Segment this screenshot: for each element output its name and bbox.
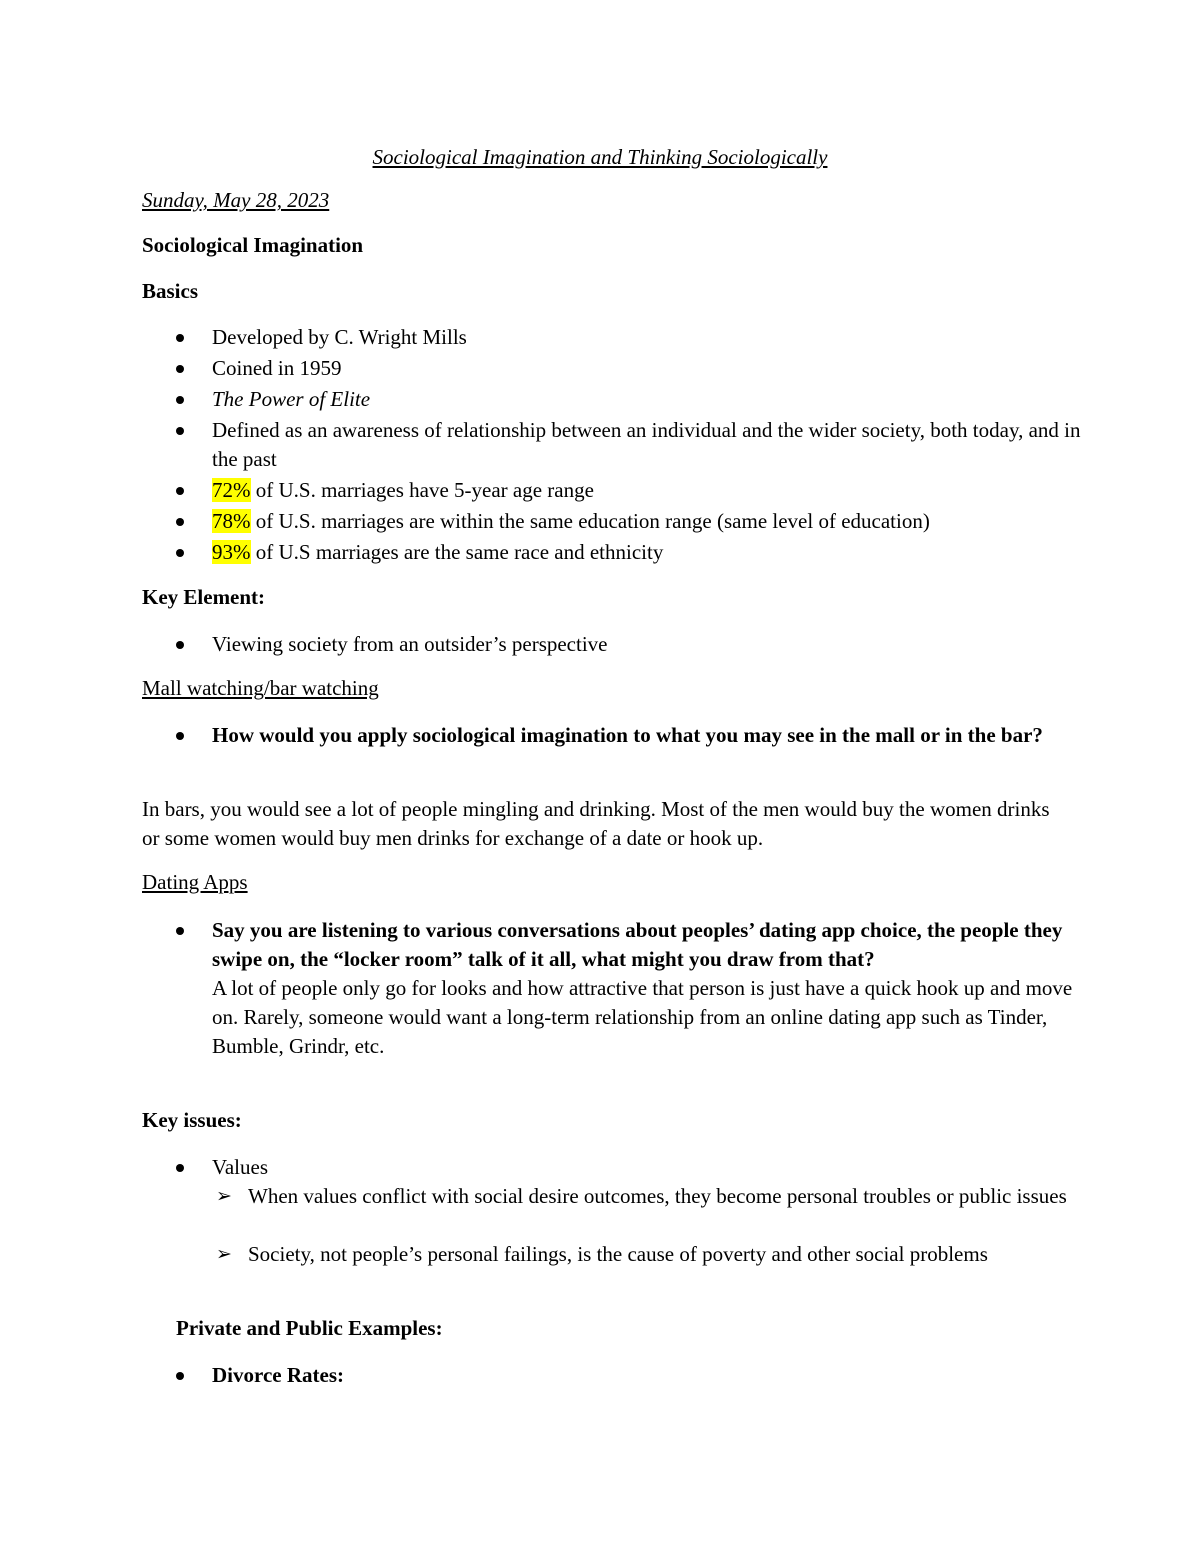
highlighted-percentage: 93% <box>212 540 251 564</box>
list-item <box>212 354 1082 383</box>
list-item-text: Divorce Rates: <box>212 1363 344 1387</box>
list-item <box>212 385 1082 414</box>
list-item <box>212 416 1082 474</box>
stat-text: of U.S. marriages are within the same education range (same level of education) <box>250 509 930 533</box>
bullet-icon <box>176 365 184 373</box>
list-item-text: Viewing society from an outsider’s perspective <box>212 632 608 656</box>
heading-basics: Basics <box>142 279 199 303</box>
bullet-icon <box>176 641 184 649</box>
heading-mall-watching: Mall watching/bar watching <box>142 676 379 700</box>
highlighted-percentage: 78% <box>212 509 251 533</box>
arrow-bullet-icon: ➢ <box>216 1244 232 1265</box>
question-text: How would you apply sociological imagination to what you may see in the mall or in the bar? <box>212 723 1043 747</box>
bullet-icon <box>176 487 184 495</box>
heading-sociological-imagination: Sociological Imagination <box>142 233 364 257</box>
list-item <box>212 476 1082 505</box>
sub-list-item <box>216 1240 1078 1269</box>
list-item-text <box>212 507 1082 536</box>
bullet-icon <box>176 549 184 557</box>
list-item-text: Defined as an awareness of relationship between an individual and the wider society, both today, and in the past <box>212 418 1081 471</box>
list-item-text: Coined in 1959 <box>212 356 342 380</box>
document-title: Sociological Imagination and Thinking Sociologically <box>372 145 828 169</box>
heading-key-issues: Key issues: <box>142 1108 242 1132</box>
question-text: Say you are listening to various conversations about peoples’ dating app choice, the people they swipe on, the “locker room” talk of it all, what might you draw from that? <box>212 918 1063 971</box>
sub-list-item <box>216 1182 1078 1211</box>
highlighted-percentage: 72% <box>212 478 251 502</box>
heading-private-public-examples: Private and Public Examples: <box>176 1316 443 1340</box>
list-item <box>212 538 1082 567</box>
list-item-text: The Power of Elite <box>212 387 371 411</box>
list-item <box>212 916 1082 1061</box>
bullet-icon <box>176 396 184 404</box>
heading-dating-apps: Dating Apps <box>142 870 248 894</box>
list-item-text <box>212 538 1082 567</box>
list-item <box>212 323 1082 352</box>
stat-text: of U.S. marriages have 5-year age range <box>250 478 594 502</box>
document-date: Sunday, May 28, 2023 <box>142 188 330 212</box>
bullet-icon <box>176 732 184 740</box>
answer-text: A lot of people only go for looks and how attractive that person is just have a quick hook up and move on. Rarely, someone would want a long-term relationship from an online dating app such as Tinder, Bumble, Grindr, etc. <box>212 976 1073 1058</box>
list-item <box>212 630 1082 659</box>
stat-text: of U.S marriages are the same race and ethnicity <box>250 540 664 564</box>
list-item <box>212 721 1082 750</box>
sub-list-item-text: When values conflict with social desire outcomes, they become personal troubles or public issues <box>248 1184 1067 1208</box>
list-item <box>212 507 1082 536</box>
arrow-bullet-icon: ➢ <box>216 1186 232 1207</box>
bullet-icon <box>176 334 184 342</box>
list-item <box>212 1361 1082 1390</box>
bullet-icon <box>176 1164 184 1172</box>
list-item-text: Developed by C. Wright Mills <box>212 325 467 349</box>
list-item-text <box>212 476 1082 505</box>
list-item <box>212 1153 1082 1182</box>
bullet-icon <box>176 927 184 935</box>
bullet-icon <box>176 427 184 435</box>
bullet-icon <box>176 1372 184 1380</box>
heading-key-element: Key Element: <box>142 585 266 609</box>
list-item-text: Values <box>212 1155 268 1179</box>
bullet-icon <box>176 518 184 526</box>
answer-paragraph: In bars, you would see a lot of people mingling and drinking. Most of the men would buy the women drinks or some women would buy men drinks for exchange of a date or hook up. <box>142 797 1050 850</box>
sub-list-item-text: Society, not people’s personal failings, is the cause of poverty and other social problems <box>248 1242 988 1266</box>
